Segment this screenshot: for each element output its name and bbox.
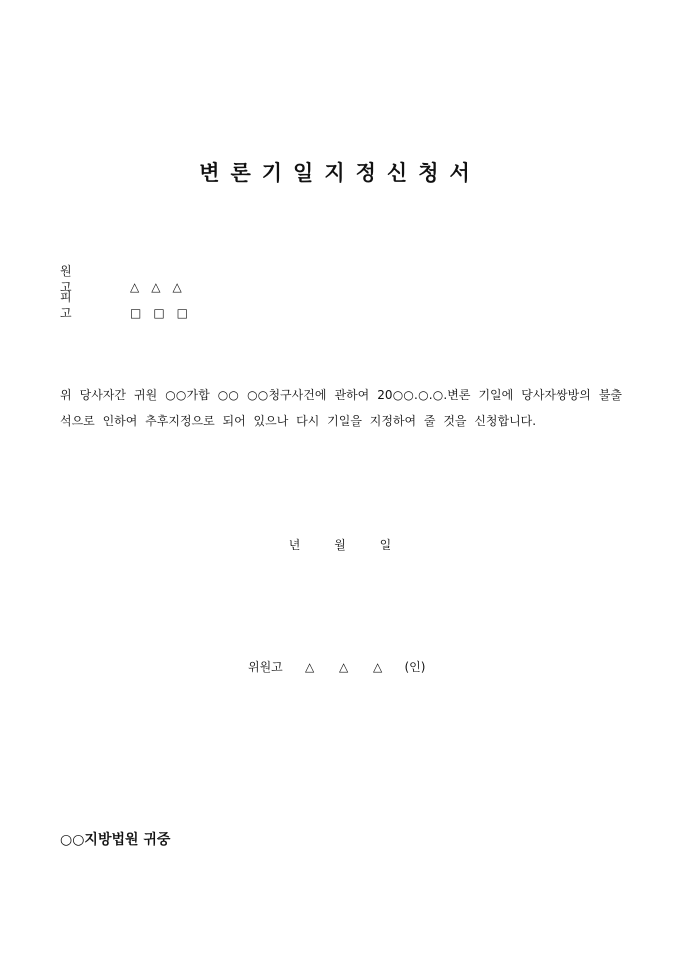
signature-label: 위원고	[248, 660, 283, 674]
defendant-role: 피고	[60, 290, 98, 320]
signature-mark-3: △	[372, 660, 383, 674]
date-line: 년 월 일	[288, 538, 392, 552]
signature-mark-2: △	[338, 660, 349, 674]
plaintiff-role: 원고	[60, 264, 98, 294]
signature-mark-1: △	[304, 660, 315, 674]
defendant-name: □□□	[130, 306, 201, 320]
signature-line	[248, 658, 425, 675]
request-body: 위 당사자간 귀원 ○○가합 ○○ ○○청구사건에 관하여 20○○.○.○.변론 기일에 당사자쌍방의 불출석으로 인하여 추후지정으로 되어 있으나 다시 기일을 지정하여 줄 것을 신청합니다.	[60, 388, 622, 428]
court-addressee: ○○지방법원 귀중	[60, 832, 171, 848]
seal-mark: (인)	[404, 660, 426, 674]
plaintiff-line	[60, 263, 194, 294]
defendant-line	[60, 289, 201, 320]
document-title: 변론기일지정신청서	[199, 160, 481, 185]
plaintiff-name: △△△	[130, 280, 194, 294]
